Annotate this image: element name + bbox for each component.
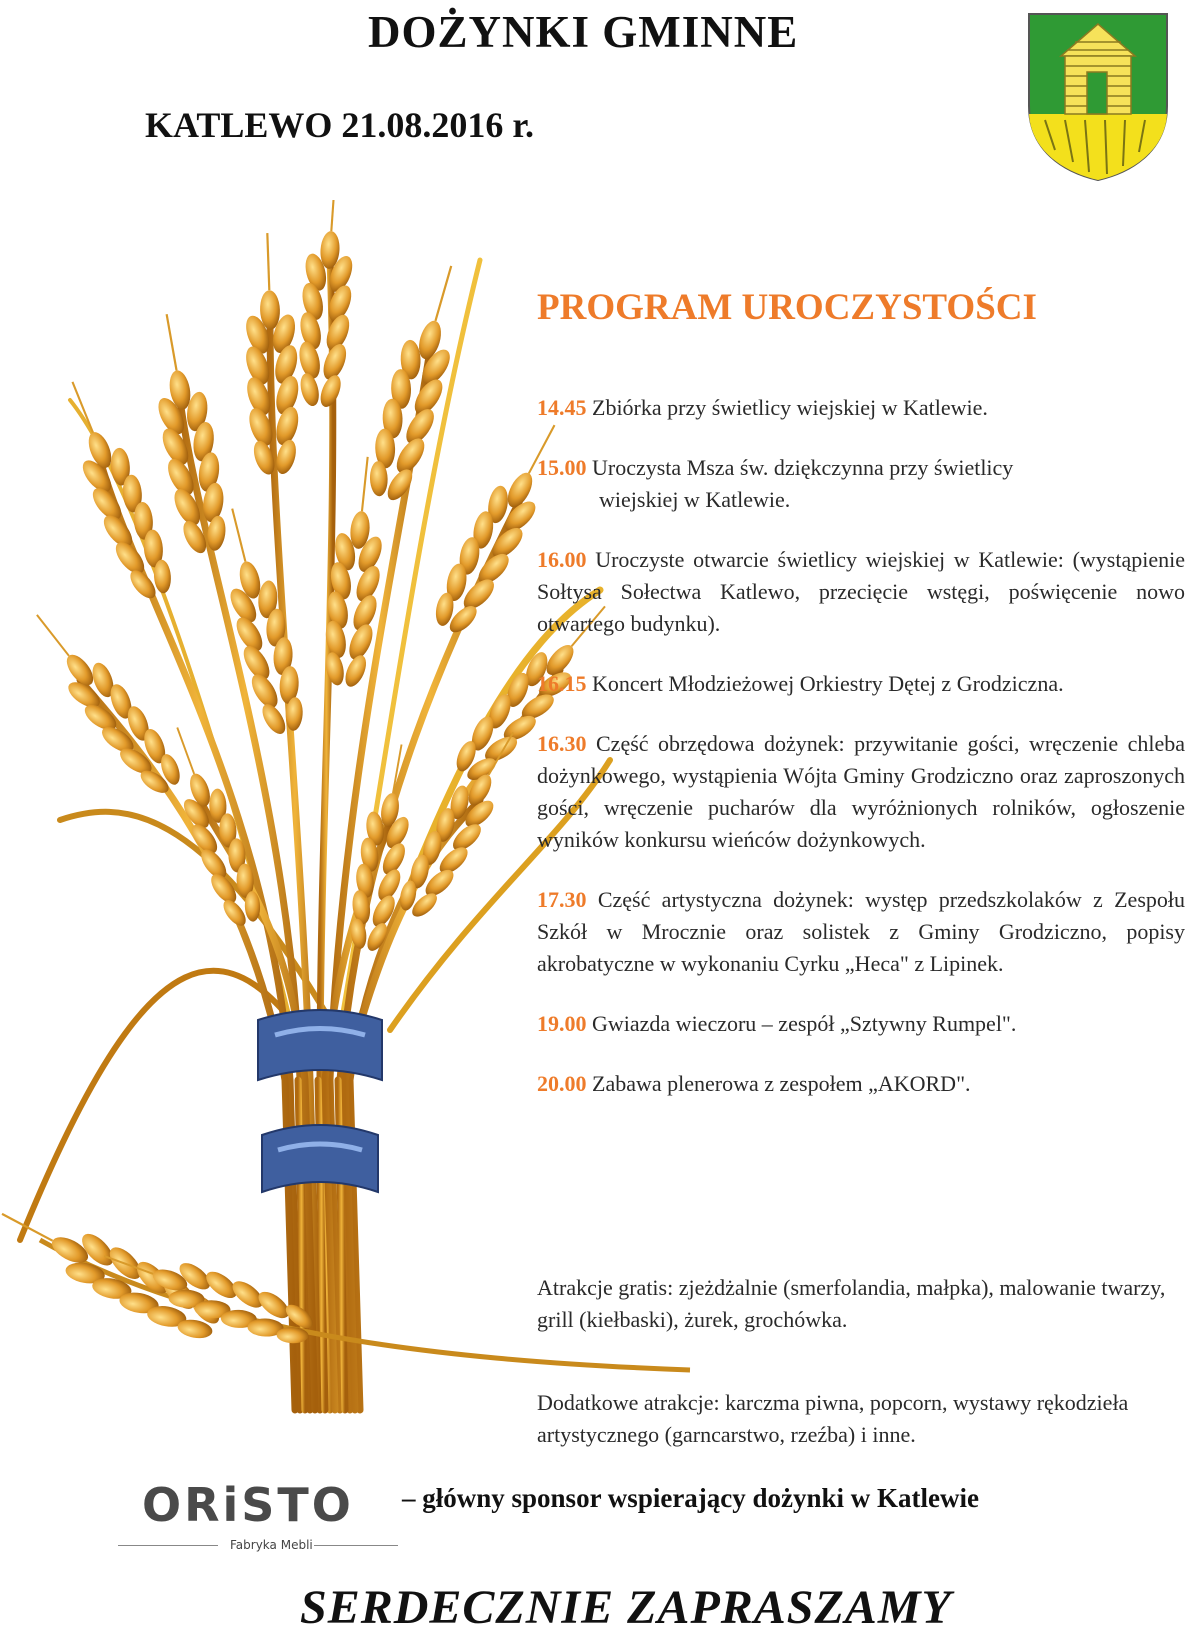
additional-attractions: Dodatkowe atrakcje: karczma piwna, popcorn, wystawy rękodzieła artystycznego (garncarstwo, rzeźba) i inne. [537, 1390, 1129, 1447]
sponsor-logo-subtitle: Fabryka Mebli [230, 1538, 313, 1552]
program-time: 14.45 [537, 395, 587, 420]
invitation-footer: SERDECZNIE ZAPRASZAMY [300, 1581, 952, 1634]
program-text: Część obrzędowa dożynek: przywitanie gości, wręczenie chleba dożynkowego, wystąpienia Wójta Gminy Grodziczno oraz zaproszonych gości, wręczenie pucharów dla wyróżnionych rolników, ogłoszenie wyników konkursu wieńców dożynkowych. [537, 731, 1185, 852]
program-text: Gwiazda wieczoru – zespół „Sztywny Rumpel". [592, 1011, 1017, 1036]
program-item [537, 392, 1185, 424]
logo-divider [118, 1545, 218, 1546]
program-text-continuation: wiejskiej w Katlewie. [599, 487, 791, 512]
program-item [537, 1068, 1185, 1100]
program-time: 16.30 [537, 731, 587, 756]
program-text: Zabawa plenerowa z zespołem „AKORD". [592, 1071, 971, 1096]
program-time: 16.00 [537, 547, 587, 572]
program-list [537, 392, 1185, 1128]
sponsor-logo [118, 1478, 398, 1560]
program-item [537, 544, 1185, 640]
program-text: Zbiórka przy świetlicy wiejskiej w Katlewie. [592, 395, 988, 420]
program-time: 15.00 [537, 455, 587, 480]
program-item [537, 728, 1185, 856]
program-text: Koncert Młodzieżowej Orkiestry Dętej z Grodziczna. [592, 671, 1064, 696]
program-time: 17.30 [537, 887, 587, 912]
poster-title: DOŻYNKI GMINNE [368, 7, 799, 57]
program-item [537, 884, 1185, 980]
program-time: 20.00 [537, 1071, 587, 1096]
sponsor-text: – główny sponsor wspierający dożynki w Katlewie [402, 1483, 980, 1513]
program-item [537, 668, 1185, 700]
program-time: 19.00 [537, 1011, 587, 1036]
logo-divider [314, 1545, 398, 1546]
free-attractions: Atrakcje gratis: zjeżdżalnie (smerfolandia, małpka), malowanie twarzy, grill (kiełbaski), żurek, grochówka. [537, 1275, 1166, 1332]
program-heading: PROGRAM UROCZYSTOŚCI [537, 287, 1037, 328]
program-item [537, 452, 1185, 516]
coat-of-arms-icon [1025, 10, 1171, 182]
program-time: 16.15 [537, 671, 587, 696]
program-text: Uroczysta Msza św. dziękczynna przy świetlicy [592, 455, 1014, 480]
program-item [537, 1008, 1185, 1040]
place-date: KATLEWO 21.08.2016 r. [145, 105, 535, 145]
sponsor-logo-word: ORiSTO [142, 1478, 354, 1532]
program-text: Część artystyczna dożynek: występ przedszkolaków z Zespołu Szkół w Mrocznie oraz solistek z Gminy Grodziczno, popisy akrobatyczne w wykonaniu Cyrku „Heca" z Lipinek. [537, 887, 1185, 976]
program-text: Uroczyste otwarcie świetlicy wiejskiej w Katlewie: (wystąpienie Sołtysa Sołectwa Katlewo, przecięcie wstęgi, poświęcenie nowo otwartego budynku). [537, 547, 1185, 636]
